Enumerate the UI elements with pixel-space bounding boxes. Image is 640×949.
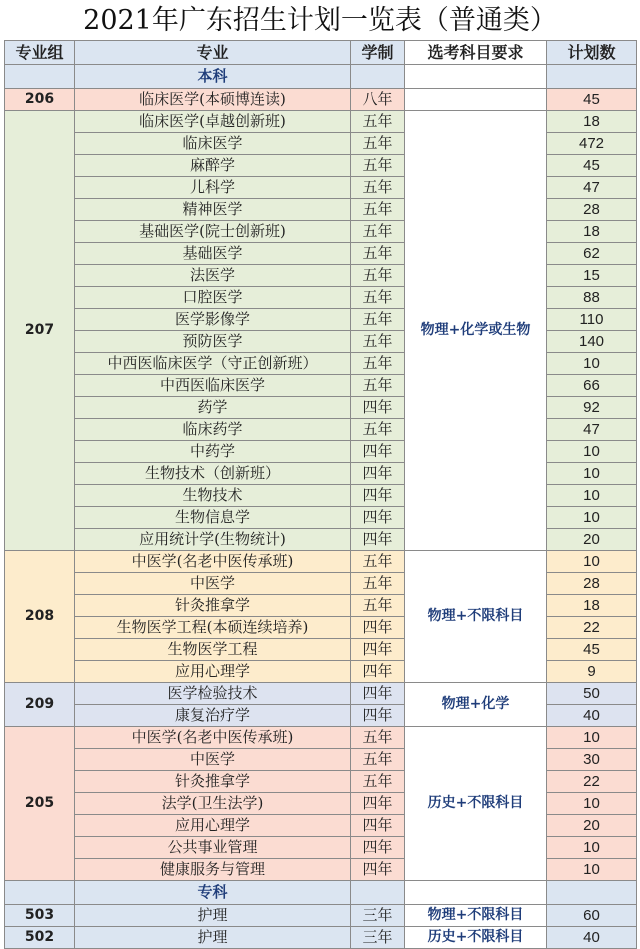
header-row — [5, 41, 637, 65]
plan-count: 10 — [547, 837, 637, 859]
plan-count: 62 — [547, 243, 637, 265]
plan-count: 20 — [547, 815, 637, 837]
major-years: 五年 — [351, 265, 405, 287]
major-years: 四年 — [351, 463, 405, 485]
plan-count: 10 — [547, 859, 637, 881]
plan-count: 47 — [547, 419, 637, 441]
plan-count: 60 — [547, 905, 637, 927]
major-name: 法医学 — [75, 265, 351, 287]
major-years: 五年 — [351, 331, 405, 353]
major-years: 五年 — [351, 727, 405, 749]
major-years: 五年 — [351, 771, 405, 793]
plan-count: 10 — [547, 793, 637, 815]
major-years: 五年 — [351, 573, 405, 595]
plan-count: 40 — [547, 927, 637, 949]
header-plan: 计划数 — [547, 41, 637, 65]
major-name: 生物医学工程 — [75, 639, 351, 661]
major-name: 中西医临床医学（守正创新班） — [75, 353, 351, 375]
group-code: 205 — [5, 727, 75, 881]
major-years: 四年 — [351, 793, 405, 815]
major-years: 五年 — [351, 155, 405, 177]
enrollment-plan-table — [4, 40, 637, 949]
major-years: 五年 — [351, 177, 405, 199]
major-years: 四年 — [351, 441, 405, 463]
major-years: 五年 — [351, 353, 405, 375]
section-years-cell — [351, 881, 405, 905]
section-years-cell — [351, 65, 405, 89]
table-row — [5, 89, 637, 111]
table-row — [5, 551, 637, 573]
plan-count: 10 — [547, 551, 637, 573]
section-group-cell — [5, 65, 75, 89]
plan-count: 10 — [547, 353, 637, 375]
major-years: 五年 — [351, 595, 405, 617]
major-years: 五年 — [351, 199, 405, 221]
major-name: 生物医学工程(本硕连续培养) — [75, 617, 351, 639]
major-years: 五年 — [351, 309, 405, 331]
subject-requirement: 物理+不限科目 — [405, 551, 547, 683]
plan-count: 50 — [547, 683, 637, 705]
group-code: 207 — [5, 111, 75, 551]
major-years: 五年 — [351, 287, 405, 309]
major-years: 四年 — [351, 507, 405, 529]
plan-count: 110 — [547, 309, 637, 331]
header-years: 学制 — [351, 41, 405, 65]
major-years: 三年 — [351, 927, 405, 949]
group-code: 206 — [5, 89, 75, 111]
major-years: 四年 — [351, 617, 405, 639]
major-years: 四年 — [351, 683, 405, 705]
subject-requirement: 历史+不限科目 — [405, 927, 547, 949]
section-label: 专科 — [75, 881, 351, 905]
major-name: 中医学(名老中医传承班) — [75, 551, 351, 573]
plan-count: 140 — [547, 331, 637, 353]
major-years: 三年 — [351, 905, 405, 927]
table-row — [5, 111, 637, 133]
major-name: 临床医学 — [75, 133, 351, 155]
major-name: 康复治疗学 — [75, 705, 351, 727]
section-subjects-cell — [405, 881, 547, 905]
major-name: 应用心理学 — [75, 815, 351, 837]
major-name: 临床药学 — [75, 419, 351, 441]
major-name: 中西医临床医学 — [75, 375, 351, 397]
subject-requirement: 物理+不限科目 — [405, 905, 547, 927]
major-name: 临床医学(卓越创新班) — [75, 111, 351, 133]
section-subjects-cell — [405, 65, 547, 89]
table-row — [5, 927, 637, 949]
major-years: 四年 — [351, 529, 405, 551]
major-name: 生物信息学 — [75, 507, 351, 529]
major-name: 公共事业管理 — [75, 837, 351, 859]
major-name: 中医学(名老中医传承班) — [75, 727, 351, 749]
major-years: 五年 — [351, 551, 405, 573]
header-subjects: 选考科目要求 — [405, 41, 547, 65]
major-years: 五年 — [351, 221, 405, 243]
major-name: 基础医学 — [75, 243, 351, 265]
major-name: 医学影像学 — [75, 309, 351, 331]
section-associate-row — [5, 881, 637, 905]
plan-count: 10 — [547, 463, 637, 485]
plan-count: 10 — [547, 507, 637, 529]
major-name: 生物技术（创新班） — [75, 463, 351, 485]
major-name: 中药学 — [75, 441, 351, 463]
section-plan-cell — [547, 881, 637, 905]
header-major: 专业 — [75, 41, 351, 65]
plan-count: 66 — [547, 375, 637, 397]
major-name: 护理 — [75, 905, 351, 927]
plan-count: 28 — [547, 573, 637, 595]
plan-count: 472 — [547, 133, 637, 155]
subject-requirement — [405, 89, 547, 111]
group-code: 208 — [5, 551, 75, 683]
plan-count: 88 — [547, 287, 637, 309]
major-name: 临床医学(本硕博连读) — [75, 89, 351, 111]
major-name: 基础医学(院士创新班) — [75, 221, 351, 243]
plan-count: 45 — [547, 639, 637, 661]
table-row — [5, 905, 637, 927]
major-name: 法学(卫生法学) — [75, 793, 351, 815]
group-code: 502 — [5, 927, 75, 949]
plan-count: 28 — [547, 199, 637, 221]
major-years: 四年 — [351, 859, 405, 881]
plan-count: 92 — [547, 397, 637, 419]
major-years: 四年 — [351, 639, 405, 661]
major-name: 护理 — [75, 927, 351, 949]
major-years: 五年 — [351, 749, 405, 771]
page-title: 2021年广东招生计划一览表（普通类） — [83, 5, 557, 36]
plan-count: 18 — [547, 111, 637, 133]
subject-requirement: 历史+不限科目 — [405, 727, 547, 881]
plan-count: 45 — [547, 89, 637, 111]
major-name: 中医学 — [75, 573, 351, 595]
major-years: 四年 — [351, 837, 405, 859]
plan-count: 10 — [547, 485, 637, 507]
major-years: 四年 — [351, 661, 405, 683]
major-name: 应用心理学 — [75, 661, 351, 683]
major-years: 五年 — [351, 133, 405, 155]
major-name: 医学检验技术 — [75, 683, 351, 705]
major-years: 八年 — [351, 89, 405, 111]
plan-count: 30 — [547, 749, 637, 771]
major-years: 五年 — [351, 111, 405, 133]
group-code: 503 — [5, 905, 75, 927]
major-years: 四年 — [351, 705, 405, 727]
section-label: 本科 — [75, 65, 351, 89]
major-name: 生物技术 — [75, 485, 351, 507]
plan-count: 47 — [547, 177, 637, 199]
major-name: 麻醉学 — [75, 155, 351, 177]
header-group: 专业组 — [5, 41, 75, 65]
major-name: 健康服务与管理 — [75, 859, 351, 881]
major-years: 五年 — [351, 419, 405, 441]
group-code: 209 — [5, 683, 75, 727]
plan-count: 22 — [547, 617, 637, 639]
major-name: 中医学 — [75, 749, 351, 771]
plan-count: 18 — [547, 595, 637, 617]
plan-count: 15 — [547, 265, 637, 287]
plan-count: 18 — [547, 221, 637, 243]
plan-count: 10 — [547, 441, 637, 463]
major-name: 应用统计学(生物统计) — [75, 529, 351, 551]
major-name: 针灸推拿学 — [75, 595, 351, 617]
major-years: 五年 — [351, 375, 405, 397]
major-years: 四年 — [351, 815, 405, 837]
plan-count: 22 — [547, 771, 637, 793]
subject-requirement: 物理+化学 — [405, 683, 547, 727]
section-group-cell — [5, 881, 75, 905]
section-plan-cell — [547, 65, 637, 89]
major-years: 四年 — [351, 397, 405, 419]
major-name: 口腔医学 — [75, 287, 351, 309]
plan-count: 45 — [547, 155, 637, 177]
major-name: 针灸推拿学 — [75, 771, 351, 793]
table-row — [5, 683, 637, 705]
major-name: 药学 — [75, 397, 351, 419]
major-name: 儿科学 — [75, 177, 351, 199]
major-years: 四年 — [351, 485, 405, 507]
plan-count: 10 — [547, 727, 637, 749]
plan-count: 40 — [547, 705, 637, 727]
major-years: 五年 — [351, 243, 405, 265]
plan-count: 20 — [547, 529, 637, 551]
section-bachelor-row — [5, 65, 637, 89]
table-row — [5, 727, 637, 749]
subject-requirement: 物理+化学或生物 — [405, 111, 547, 551]
major-name: 预防医学 — [75, 331, 351, 353]
major-name: 精神医学 — [75, 199, 351, 221]
plan-count: 9 — [547, 661, 637, 683]
